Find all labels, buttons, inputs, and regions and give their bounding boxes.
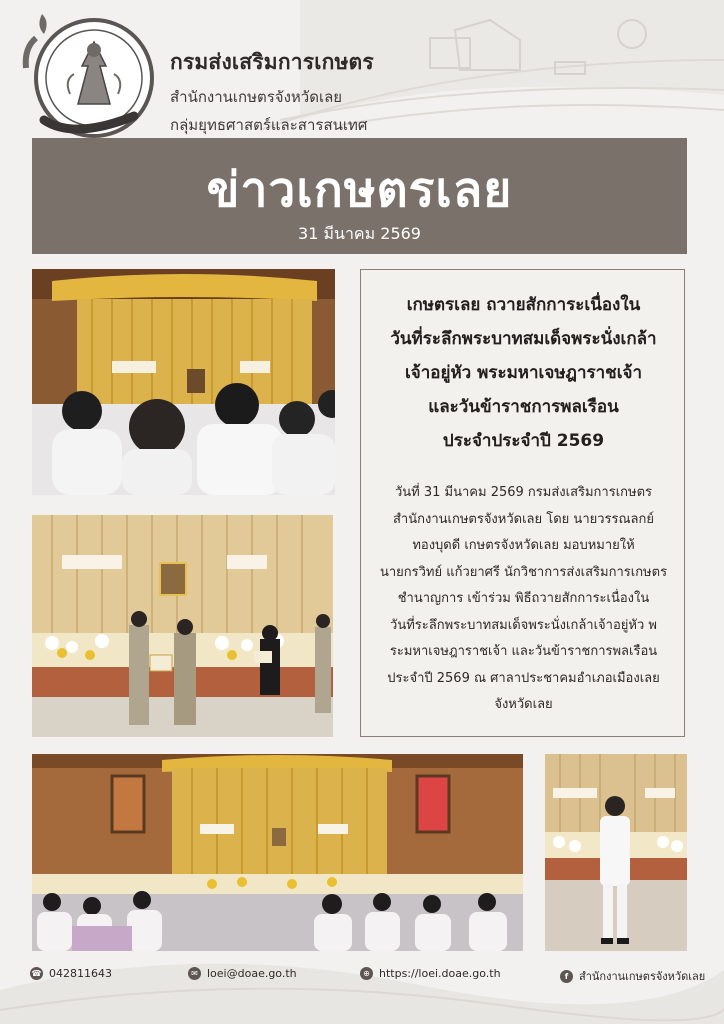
headline-line: เกษตรเลย ถวายสักการะเนื่องใน (406, 295, 641, 315)
footer-phone (30, 967, 112, 980)
footer-website[interactable] (360, 967, 501, 980)
photo-officer-portrait (545, 754, 687, 951)
body-line: ชำนาญการ เข้าร่วม พิธีถวายสักการะเนื่องใน (397, 591, 650, 606)
headline-line: และวันข้าราชการพลเรือน (428, 397, 619, 417)
footer-facebook[interactable] (560, 967, 705, 985)
headline-line: วันที่ระลึกพระบาทสมเด็จพระนั่งเกล้า (390, 329, 657, 349)
headline-line: เจ้าอยู่หัว พระมหาเจษฎาราชเจ้า (404, 363, 643, 383)
article-headline (371, 288, 676, 458)
body-line: นายกรวิทย์ แก้วยาศรี นักวิชาการส่งเสริมการเกษตร (379, 564, 668, 580)
body-line: วันที่ 31 มีนาคม 2569 กรมส่งเสริมการเกษตร (394, 485, 653, 500)
photo-hall-wide (32, 754, 523, 951)
photo-award-ceremony (32, 515, 333, 737)
department-logo (14, 8, 154, 148)
office-name: สำนักงานเกษตรจังหวัดเลย (170, 88, 343, 106)
facebook-page[interactable]: สำนักงานเกษตรจังหวัดเลย (579, 970, 706, 983)
mail-icon: ✉ (188, 967, 201, 980)
body-line: สำนักงานเกษตรจังหวัดเลย โดย นายวรรณลกย์ (392, 511, 655, 527)
photo-audience-hall (32, 269, 335, 495)
footer-email[interactable] (188, 967, 297, 980)
article-card (360, 269, 685, 737)
body-line: ประจำปี 2569 ณ ศาลาประชาคมอำเภอเมืองเลย (387, 670, 660, 686)
body-line: ระมหาเจษฎาราชเจ้า และวันข้าราชการพลเรือน (389, 644, 658, 659)
facebook-icon: f (560, 970, 573, 983)
website-link[interactable]: https://loei.doae.go.th (379, 967, 501, 980)
phone-icon: ☎ (31, 969, 42, 978)
body-line: ทองบุดดี เกษตรจังหวัดเลย มอบหมายให้ (412, 538, 635, 553)
organization-header (170, 46, 374, 137)
contact-footer (0, 955, 724, 995)
organization-name: กรมส่งเสริมการเกษตร (170, 50, 374, 74)
body-line: วันที่ระลึกพระบาทสมเด็จพระนั่งเกล้าเจ้าอยู่หัว พ (390, 617, 657, 633)
banner-date: 31 มีนาคม 2569 (298, 224, 421, 243)
group-name: กลุ่มยุทธศาสตร์และสารสนเทศ (170, 116, 368, 134)
globe-icon: ⊕ (360, 967, 373, 980)
news-banner (32, 138, 687, 254)
banner-title: ข่าวเกษตรเลย (206, 162, 513, 218)
headline-line: ประจำประจำปี 2569 (442, 431, 605, 451)
phone-number: 042811643 (49, 967, 112, 980)
body-line: จังหวัดเลย (494, 697, 553, 712)
article-body (371, 480, 676, 719)
email-address[interactable]: loei@doae.go.th (207, 967, 297, 980)
